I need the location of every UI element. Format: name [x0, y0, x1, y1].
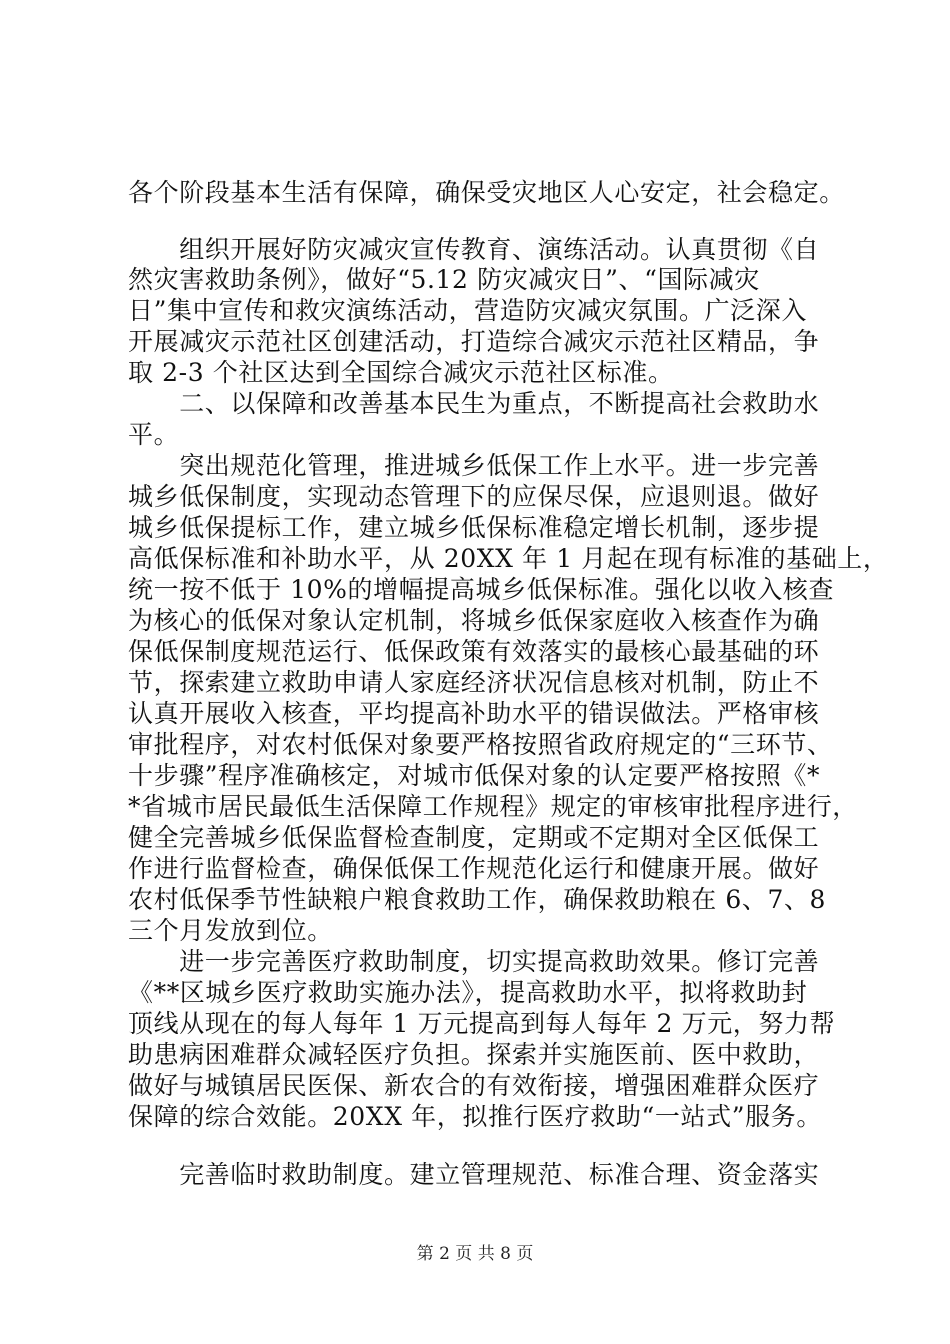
- body-line: 平。: [128, 420, 180, 449]
- page-number-footer: 第 2 页 共 8 页: [416, 1244, 534, 1264]
- body-line: 日”集中宣传和救灾演练活动，营造防灾减灾氛围。广泛深入: [128, 296, 807, 325]
- body-line: 作进行监督检查，确保低保工作规范化运行和健康开展。做好: [128, 854, 820, 883]
- body-line: 保障的综合效能。20XX 年，拟推行医疗救助“一站式”服务。: [128, 1102, 822, 1131]
- body-line: *省城市居民最低生活保障工作规程》规定的审核审批程序进行，: [128, 792, 858, 821]
- body-line: 做好与城镇居民医保、新农合的有效衔接，增强困难群众医疗: [128, 1071, 820, 1100]
- body-line: 城乡低保制度，实现动态管理下的应保尽保，应退则退。做好: [128, 482, 820, 511]
- body-line: 完善临时救助制度。建立管理规范、标准合理、资金落实: [128, 1160, 820, 1189]
- body-line: 《**区城乡医疗救助实施办法》，提高救助水平，拟将救助封: [128, 978, 808, 1007]
- body-line: 然灾害救助条例》，做好“5.12 防灾减灾日”、“国际减灾: [128, 265, 760, 294]
- body-line: 认真开展收入核查，平均提高补助水平的错误做法。严格审核: [128, 699, 820, 728]
- body-line: 农村低保季节性缺粮户粮食救助工作，确保救助粮在 6、7、8: [128, 885, 827, 914]
- body-line: 保低保制度规范运行、低保政策有效落实的最核心最基础的环: [128, 637, 820, 666]
- body-line: 为核心的低保对象认定机制，将城乡低保家庭收入核查作为确: [128, 606, 820, 635]
- body-line: 审批程序，对农村低保对象要严格按照省政府规定的“三环节、: [128, 730, 833, 759]
- body-line: 十步骤”程序准确核定，对城市低保对象的认定要严格按照《*: [128, 761, 821, 790]
- body-line: 城乡低保提标工作，建立城乡低保标准稳定增长机制，逐步提: [128, 513, 820, 542]
- body-line: 二、以保障和改善基本民生为重点，不断提高社会救助水: [128, 389, 820, 418]
- body-line: 三个月发放到位。: [128, 916, 333, 945]
- body-line: 取 2-3 个社区达到全国综合减灾示范社区标准。: [128, 358, 674, 387]
- body-line: 突出规范化管理，推进城乡低保工作上水平。进一步完善: [128, 451, 820, 480]
- body-line: 开展减灾示范社区创建活动，打造综合减灾示范社区精品，争: [128, 327, 820, 356]
- body-line: 节，探索建立救助申请人家庭经济状况信息核对机制，防止不: [128, 668, 820, 697]
- body-line: 统一按不低于 10%的增幅提高城乡低保标准。强化以收入核查: [128, 575, 834, 604]
- body-line: 健全完善城乡低保监督检查制度，定期或不定期对全区低保工: [128, 823, 820, 852]
- body-line: 组织开展好防灾减灾宣传教育、演练活动。认真贯彻《自: [128, 235, 820, 264]
- body-line: 助患病困难群众减轻医疗负担。探索并实施医前、医中救助，: [128, 1040, 820, 1069]
- body-line: 高低保标准和补助水平，从 20XX 年 1 月起在现有标准的基础上，: [128, 544, 889, 573]
- body-line: 顶线从现在的每人每年 1 万元提高到每人每年 2 万元，努力帮: [128, 1009, 836, 1038]
- body-line: 进一步完善医疗救助制度，切实提高救助效果。修订完善: [128, 947, 820, 976]
- body-line: 各个阶段基本生活有保障，确保受灾地区人心安定，社会稳定。: [128, 178, 845, 207]
